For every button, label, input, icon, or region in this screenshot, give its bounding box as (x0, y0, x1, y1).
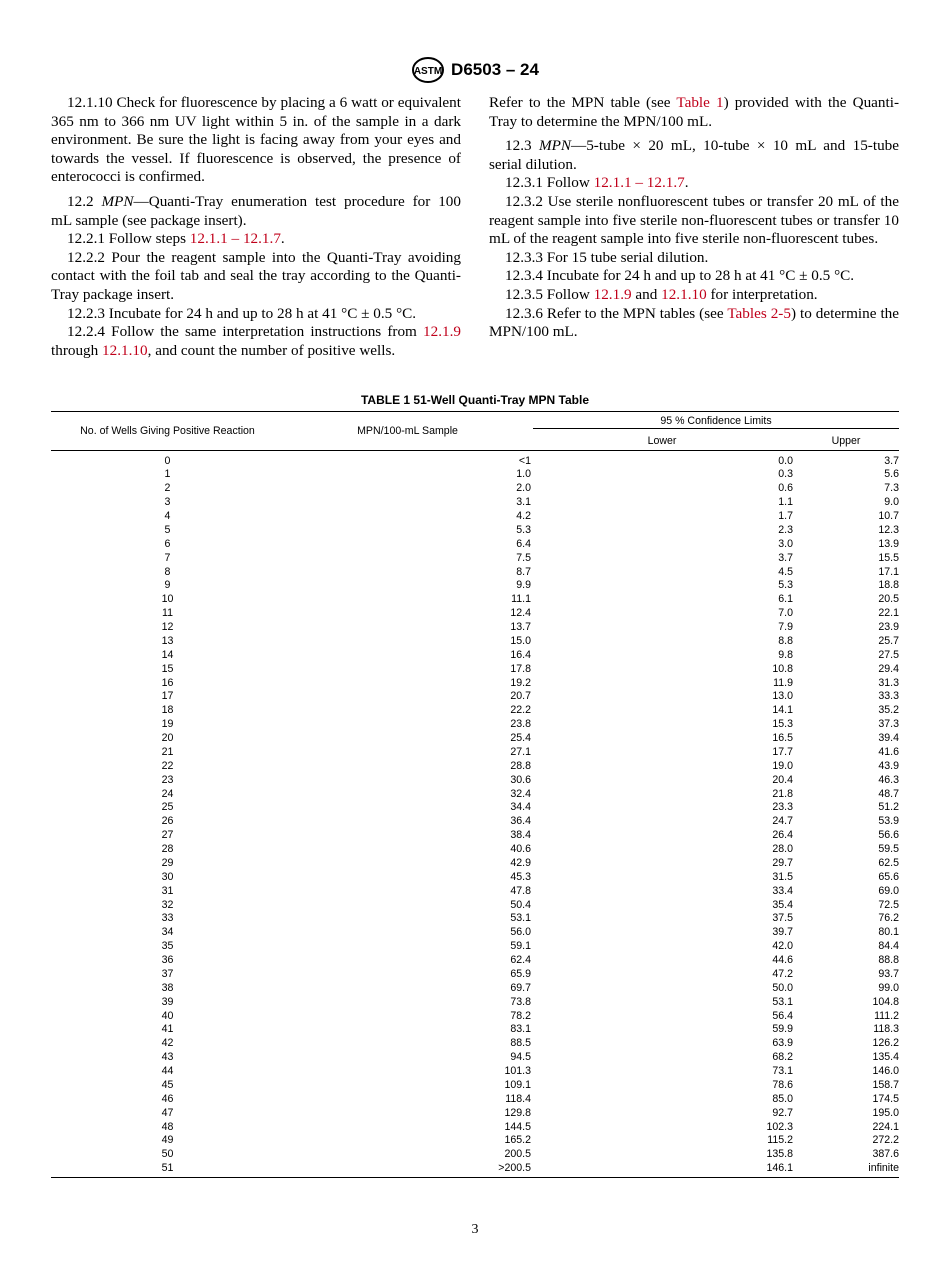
cell-upper: 22.1 (878, 607, 899, 620)
cell-mpn: 200.5 (504, 1148, 531, 1161)
cell-upper: 25.7 (878, 634, 899, 647)
cell-lower: 35.4 (772, 898, 793, 911)
cell-mpn: 8.7 (516, 565, 531, 578)
cell-mpn: 13.7 (510, 621, 531, 634)
paragraph-12-3-1: 12.3.1 Follow 12.1.1 – 12.1.7. (505, 174, 689, 192)
cell-wells: 21 (161, 745, 174, 758)
table-row (51, 1092, 899, 1106)
cell-upper: 104.8 (872, 995, 899, 1008)
header-upper: Upper (793, 432, 899, 451)
table-row (51, 607, 899, 621)
table-row (51, 551, 899, 565)
cell-mpn: 22.2 (510, 704, 531, 717)
table-row (51, 718, 899, 732)
cell-lower: 42.0 (772, 940, 793, 953)
paragraph-12-3-6: 12.3.6 Refer to the MPN tables (see Tables 2-5) to determine the MPN/100 mL. (489, 304, 899, 341)
cell-lower: 115.2 (767, 1134, 793, 1147)
document-id: D6503 – 24 (451, 60, 539, 79)
cell-lower: 3.0 (778, 537, 793, 550)
cell-wells: 5 (164, 523, 171, 536)
cell-mpn: 20.7 (510, 690, 531, 703)
cell-lower: 102.3 (766, 1120, 793, 1133)
cell-wells: 14 (161, 648, 174, 661)
table-row (51, 1120, 899, 1134)
cell-upper: 69.0 (878, 884, 899, 897)
cell-wells: 16 (161, 676, 174, 689)
link-12-1-1-to-12-1-7[interactable]: 12.1.1 – 12.1.7 (189, 230, 281, 248)
cell-upper: 65.6 (878, 870, 899, 883)
table-row (51, 621, 899, 635)
cell-lower: 19.0 (772, 759, 793, 772)
table-row (51, 912, 899, 926)
header-wells: No. of Wells Giving Positive Reaction (51, 412, 284, 451)
cell-lower: 31.5 (772, 870, 793, 883)
cell-upper: 387.6 (872, 1148, 899, 1161)
table-row (51, 676, 899, 690)
cell-mpn: 59.1 (510, 940, 531, 953)
cell-mpn: 28.8 (510, 759, 531, 772)
link-12-1-10[interactable]: 12.1.10 (102, 341, 148, 359)
cell-lower: 1.7 (778, 510, 793, 523)
cell-wells: 24 (161, 787, 174, 800)
page-number: 3 (471, 1222, 479, 1237)
cell-mpn: 69.7 (510, 981, 531, 994)
paragraph-12-2-2: 12.2.2 Pour the reagent sample into the Quanti-Tray avoiding contact with the foil tab and seal the tray according to the Quanti-Tray package insert. (51, 248, 461, 303)
cell-wells: 25 (161, 801, 174, 814)
paragraph-12-2-4: 12.2.4 Follow the same interpretation instructions from 12.1.9 through 12.1.10, and count the number of positive wells. (51, 323, 461, 359)
cell-lower: 59.9 (772, 1023, 793, 1036)
cell-lower: 44.6 (772, 954, 793, 967)
cell-upper: 48.7 (878, 787, 899, 800)
cell-lower: 9.8 (778, 648, 793, 661)
cell-lower: 7.9 (778, 621, 793, 634)
table-row (51, 1134, 899, 1148)
paragraph-12-2-3: 12.2.3 Incubate for 24 h and up to 28 h at 41 °C ± 0.5 °C. (67, 304, 417, 322)
cell-upper: 17.1 (878, 565, 899, 578)
cell-lower: 15.3 (772, 718, 793, 731)
cell-upper: infinite (793, 1162, 899, 1178)
table-row (51, 981, 899, 995)
cell-lower: 68.2 (772, 1051, 793, 1064)
cell-mpn: 144.5 (504, 1120, 531, 1133)
cell-lower: 10.8 (772, 662, 793, 675)
cell-wells: 42 (161, 1037, 174, 1050)
cell-lower: 0.0 (778, 455, 793, 467)
table-row (51, 898, 899, 912)
paragraph-continued: Refer to the MPN table (see Table 1) provided with the Quanti-Tray to determine the MPN/100 mL. (489, 94, 899, 130)
cell-lower: 21.8 (772, 787, 793, 800)
cell-lower: 24.7 (772, 815, 793, 828)
cell-wells: 50 (161, 1148, 174, 1161)
cell-mpn: 9.9 (516, 579, 531, 592)
cell-upper: 174.5 (872, 1092, 899, 1105)
table-body (51, 451, 899, 1178)
cell-mpn: 6.4 (516, 537, 531, 550)
cell-mpn: 5.3 (516, 523, 531, 536)
svg-text:ASTM: ASTM (413, 66, 443, 77)
cell-mpn: 118.4 (505, 1092, 531, 1105)
cell-wells: 4 (164, 510, 171, 523)
cell-mpn: 88.5 (510, 1037, 531, 1050)
cell-wells: 29 (161, 856, 174, 869)
cell-wells: 36 (161, 954, 174, 967)
cell-wells: 13 (161, 634, 174, 647)
table-row (51, 954, 899, 968)
cell-mpn: 32.4 (510, 787, 531, 800)
cell-lower: 13.0 (772, 690, 793, 703)
cell-upper: 53.9 (878, 815, 899, 828)
cell-wells: 34 (161, 926, 174, 939)
table-row (51, 843, 899, 857)
table-row (51, 773, 899, 787)
paragraph-12-3-3: 12.3.3 For 15 tube serial dilution. (505, 248, 709, 266)
cell-mpn: 53.1 (510, 912, 531, 925)
cell-mpn: 11.1 (511, 593, 531, 606)
cell-wells: 37 (161, 967, 174, 980)
cell-lower: 135.8 (766, 1148, 793, 1161)
cell-mpn: 7.5 (516, 551, 531, 564)
cell-mpn: 129.8 (504, 1106, 531, 1119)
header-mpn: MPN/100-mL Sample (284, 412, 531, 451)
paragraph-12-2: 12.2 MPN—Quanti-Tray enumeration test procedure for 100 mL sample (see package insert). (51, 192, 461, 229)
cell-lower: 73.1 (772, 1065, 793, 1078)
cell-upper: 72.5 (878, 898, 899, 911)
cell-upper: 31.3 (878, 676, 899, 689)
cell-upper: 80.1 (878, 926, 899, 939)
paragraph-12-1-10: 12.1.10 Check for fluorescence by placing a 6 watt or equivalent 365 nm to 366 nm UV light within 5 in. of the sample in a dark environment. Be sure the light is facing away from your eyes and towards the vessel. If fluorescence is observed, the presence of enterococci is confirmed. (51, 94, 461, 186)
table-row (51, 857, 899, 871)
cell-mpn: 42.9 (510, 856, 531, 869)
paragraph-12-3: 12.3 MPN—5-tube × 20 mL, 10-tube × 10 mL and 15-tube serial dilution. (489, 137, 899, 173)
cell-lower: 3.7 (778, 551, 793, 564)
cell-upper: 272.2 (872, 1134, 899, 1147)
cell-mpn: 62.4 (510, 954, 531, 967)
cell-wells: 15 (161, 662, 174, 675)
cell-mpn: 45.3 (510, 870, 531, 883)
table-row (51, 524, 899, 538)
cell-mpn: >200.5 (284, 1162, 531, 1178)
link-12-1-9[interactable]: 12.1.9 (423, 323, 461, 341)
cell-upper: 12.3 (878, 523, 899, 536)
cell-wells: 40 (161, 1009, 174, 1022)
cell-lower: 6.1 (778, 593, 793, 606)
cell-wells: 11 (162, 607, 173, 620)
cell-lower: 11.9 (773, 676, 793, 689)
link-12-1-10[interactable]: 12.1.10 (661, 285, 707, 303)
table-row (51, 510, 899, 524)
cell-lower: 2.3 (778, 523, 793, 536)
cell-wells: 0 (164, 455, 171, 467)
cell-mpn: 17.8 (510, 662, 531, 675)
cell-upper: 126.2 (872, 1037, 899, 1050)
cell-mpn: 23.8 (510, 718, 531, 731)
table-row (51, 579, 899, 593)
table-row (51, 690, 899, 704)
cell-lower: 78.6 (772, 1078, 793, 1091)
cell-lower: 23.3 (772, 801, 793, 814)
paragraph-12-3-2: 12.3.2 Use sterile nonfluorescent tubes or transfer 20 mL of the reagent sample into five sterile non-fluorescent tubes or transfer 10 mL of the reagent sample into five sterile non-fluorescent tubes. (489, 192, 899, 248)
cell-lower: 50.0 (772, 981, 793, 994)
cell-upper: 20.5 (878, 593, 899, 606)
paragraph-12-2-1: 12.2.1 Follow steps 12.1.1 – 12.1.7. (67, 230, 285, 248)
cell-wells: 10 (161, 593, 174, 606)
cell-lower: 33.4 (772, 884, 793, 897)
cell-mpn: 73.8 (510, 995, 531, 1008)
cell-upper: 41.6 (878, 745, 899, 758)
cell-upper: 5.6 (884, 468, 899, 481)
cell-wells: 12 (161, 621, 174, 634)
cell-wells: 17 (161, 690, 174, 703)
cell-wells: 3 (164, 496, 171, 509)
table-row (51, 635, 899, 649)
cell-upper: 15.5 (878, 551, 899, 564)
cell-wells: 51 (51, 1162, 284, 1178)
table-row (51, 482, 899, 496)
table-row (51, 565, 899, 579)
cell-upper: 195.0 (872, 1106, 899, 1119)
paragraph-12-3-5: 12.3.5 Follow 12.1.9 and 12.1.10 for interpretation. (505, 285, 818, 303)
cell-mpn: 38.4 (510, 829, 531, 842)
cell-lower: 5.3 (778, 579, 793, 592)
cell-mpn: 16.4 (510, 648, 531, 661)
cell-lower: 8.8 (778, 634, 793, 647)
cell-mpn: 2.0 (516, 482, 531, 495)
cell-lower: 37.5 (772, 912, 793, 925)
cell-lower: 85.0 (772, 1092, 793, 1105)
cell-wells: 41 (161, 1023, 174, 1036)
cell-wells: 48 (161, 1120, 174, 1133)
paragraph-12-3-4: 12.3.4 Incubate for 24 h and up to 28 h at 41 °C ± 0.5 °C. (505, 267, 855, 285)
cell-wells: 23 (161, 773, 174, 786)
table-row (51, 926, 899, 940)
cell-mpn: 19.2 (510, 676, 531, 689)
cell-wells: 18 (161, 704, 174, 717)
table-row (51, 1065, 899, 1079)
cell-wells: 31 (161, 884, 174, 897)
cell-lower: 7.0 (778, 607, 793, 620)
link-12-1-1-to-12-1-7[interactable]: 12.1.1 – 12.1.7 (593, 174, 685, 192)
cell-upper: 10.7 (878, 510, 899, 523)
cell-upper: 9.0 (884, 496, 899, 509)
cell-upper: 3.7 (884, 455, 899, 467)
table-row (51, 801, 899, 815)
table-row (51, 787, 899, 801)
astm-logo-icon (411, 56, 445, 84)
cell-lower: 63.9 (772, 1037, 793, 1050)
cell-mpn: 65.9 (510, 967, 531, 980)
cell-mpn: 34.4 (510, 801, 531, 814)
cell-wells: 46 (161, 1092, 174, 1105)
cell-lower: 1.1 (778, 496, 793, 509)
table-row (51, 593, 899, 607)
cell-upper: 18.8 (878, 579, 899, 592)
cell-upper: 39.4 (878, 732, 899, 745)
table-row (51, 1023, 899, 1037)
cell-upper: 33.3 (878, 690, 899, 703)
cell-mpn: 83.1 (510, 1023, 531, 1036)
header-confidence-limits: 95 % Confidence Limits (531, 412, 899, 432)
cell-upper: 35.2 (878, 704, 899, 717)
cell-wells: 28 (161, 843, 174, 856)
cell-mpn: 47.8 (510, 884, 531, 897)
cell-upper: 56.6 (878, 829, 899, 842)
cell-lower: 29.7 (772, 856, 793, 869)
table-row (51, 1148, 899, 1162)
cell-upper: 27.5 (878, 648, 899, 661)
cell-wells: 35 (161, 940, 174, 953)
table-row (51, 648, 899, 662)
right-column (489, 94, 899, 342)
cell-wells: 9 (164, 579, 171, 592)
cell-upper: 23.9 (878, 621, 899, 634)
cell-mpn: 94.5 (510, 1051, 531, 1064)
cell-mpn: 165.2 (504, 1134, 531, 1147)
link-12-1-9[interactable]: 12.1.9 (593, 285, 632, 303)
cell-upper: 135.4 (872, 1051, 899, 1064)
cell-mpn: 27.1 (510, 745, 531, 758)
cell-wells: 38 (161, 981, 174, 994)
mpn-table (51, 411, 899, 1178)
table-row (51, 704, 899, 718)
cell-lower: 56.4 (772, 1009, 793, 1022)
cell-lower: 16.5 (772, 732, 793, 745)
table-row (51, 759, 899, 773)
table-row (51, 1051, 899, 1065)
cell-mpn: 50.4 (510, 898, 531, 911)
cell-mpn: 12.4 (510, 607, 531, 620)
cell-upper: 84.4 (878, 940, 899, 953)
cell-wells: 20 (161, 732, 174, 745)
cell-upper: 46.3 (878, 773, 899, 786)
cell-wells: 43 (161, 1051, 174, 1064)
table-row (51, 662, 899, 676)
cell-mpn: 101.3 (504, 1065, 531, 1078)
cell-mpn: 109.1 (504, 1078, 531, 1091)
table-row (51, 968, 899, 982)
cell-upper: 29.4 (878, 662, 899, 675)
link-tables-2-5[interactable]: Tables 2-5 (727, 304, 791, 322)
cell-upper: 43.9 (878, 759, 899, 772)
cell-mpn: 78.2 (510, 1009, 531, 1022)
cell-upper: 51.2 (878, 801, 899, 814)
cell-mpn: 3.1 (516, 496, 531, 509)
cell-lower: 4.5 (778, 565, 793, 578)
cell-upper: 111.2 (874, 1009, 899, 1022)
cell-lower: 17.7 (772, 745, 793, 758)
cell-mpn: 30.6 (510, 773, 531, 786)
table-title: TABLE 1 51-Well Quanti-Tray MPN Table (360, 393, 590, 407)
cell-mpn: 15.0 (510, 634, 531, 647)
cell-wells: 27 (161, 829, 174, 842)
table-row (51, 1037, 899, 1051)
table-row (51, 815, 899, 829)
cell-wells: 2 (164, 482, 171, 495)
table-row (51, 995, 899, 1009)
cell-upper: 93.7 (878, 967, 899, 980)
table-row (51, 451, 899, 469)
cell-lower: 26.4 (772, 829, 793, 842)
cell-upper: 37.3 (878, 718, 899, 731)
cell-lower: 0.3 (778, 468, 793, 481)
table-row (51, 1079, 899, 1093)
cell-wells: 45 (161, 1078, 174, 1091)
cell-mpn: 40.6 (510, 843, 531, 856)
table-row (51, 829, 899, 843)
cell-lower: 39.7 (772, 926, 793, 939)
cell-mpn: <1 (518, 455, 531, 467)
table-row (51, 1162, 899, 1178)
cell-upper: 146.0 (872, 1065, 899, 1078)
cell-wells: 7 (164, 551, 171, 564)
table-row (51, 468, 899, 482)
link-table-1[interactable]: Table 1 (676, 94, 724, 111)
cell-upper: 118.3 (873, 1023, 899, 1036)
cell-mpn: 1.0 (516, 468, 531, 481)
cell-wells: 32 (161, 898, 174, 911)
table-row (51, 884, 899, 898)
cell-lower: 47.2 (772, 967, 793, 980)
cell-wells: 1 (164, 468, 171, 481)
table-row (51, 746, 899, 760)
cell-mpn: 56.0 (510, 926, 531, 939)
header-lower: Lower (531, 432, 793, 451)
cell-wells: 22 (161, 759, 174, 772)
cell-lower: 53.1 (772, 995, 793, 1008)
cell-wells: 33 (161, 912, 174, 925)
cell-wells: 44 (161, 1065, 174, 1078)
table-row (51, 496, 899, 510)
cell-upper: 224.1 (872, 1120, 899, 1133)
cell-lower: 14.1 (772, 704, 793, 717)
cell-wells: 47 (161, 1106, 174, 1119)
cell-wells: 8 (164, 565, 171, 578)
left-column (51, 94, 461, 360)
cell-upper: 99.0 (878, 981, 899, 994)
cell-lower: 146.1 (531, 1162, 793, 1178)
cell-wells: 6 (164, 537, 171, 550)
cell-mpn: 25.4 (510, 732, 531, 745)
table-row (51, 1106, 899, 1120)
table-row (51, 732, 899, 746)
cell-upper: 7.3 (884, 482, 899, 495)
table-row (51, 870, 899, 884)
cell-upper: 62.5 (878, 856, 899, 869)
cell-lower: 20.4 (772, 773, 793, 786)
cell-wells: 49 (161, 1134, 174, 1147)
cell-wells: 19 (161, 718, 174, 731)
cell-wells: 26 (161, 815, 174, 828)
cell-upper: 88.8 (878, 954, 899, 967)
cell-upper: 158.7 (872, 1078, 899, 1091)
table-row (51, 537, 899, 551)
cell-mpn: 36.4 (510, 815, 531, 828)
page-header (0, 56, 950, 84)
cell-lower: 92.7 (772, 1106, 793, 1119)
cell-upper: 13.9 (878, 537, 899, 550)
cell-lower: 28.0 (772, 843, 793, 856)
cell-wells: 30 (161, 870, 174, 883)
table-row (51, 1009, 899, 1023)
cell-upper: 59.5 (878, 843, 899, 856)
cell-mpn: 4.2 (516, 510, 531, 523)
cell-lower: 0.6 (778, 482, 793, 495)
cell-wells: 39 (161, 995, 174, 1008)
cell-upper: 76.2 (878, 912, 899, 925)
table-row (51, 940, 899, 954)
